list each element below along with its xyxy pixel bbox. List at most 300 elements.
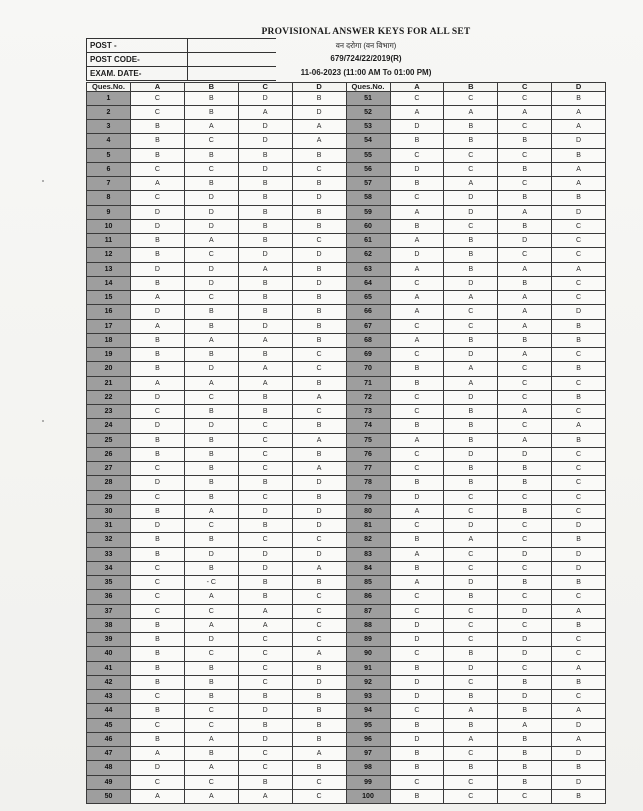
answer-cell: A [498,718,552,732]
answer-cell: B [552,576,606,590]
question-number-cell: 15 [87,291,131,305]
question-number-cell: 63 [346,262,390,276]
answer-cell: A [184,761,238,775]
table-row [87,547,606,561]
answer-cell: A [390,291,444,305]
answer-cell: C [390,390,444,404]
answer-cell: A [552,419,606,433]
answer-cell: C [444,504,498,518]
table-row [87,789,606,803]
answer-cell: B [292,447,346,461]
table-row [87,120,606,134]
answer-cell: C [238,447,292,461]
question-number-cell: 57 [346,177,390,191]
answer-cell: B [184,490,238,504]
question-number-cell: 25 [87,433,131,447]
answer-cell: C [552,690,606,704]
question-number-cell: 2 [87,105,131,119]
question-number-cell: 29 [87,490,131,504]
answer-cell: B [498,191,552,205]
question-number-cell: 75 [346,433,390,447]
answer-cell: B [444,262,498,276]
answer-cell: C [498,91,552,105]
answer-cell: B [498,333,552,347]
answer-cell: C [131,604,185,618]
answer-cell: B [184,405,238,419]
answer-cell: C [498,390,552,404]
answer-cell: D [292,276,346,290]
answer-cell: A [292,561,346,575]
answer-cell: B [552,533,606,547]
answer-cell: B [390,219,444,233]
question-number-cell: 19 [87,348,131,362]
answer-cell: D [552,747,606,761]
answer-cell: C [498,148,552,162]
answer-cell: D [131,262,185,276]
punch-mark [42,180,44,182]
answer-cell: B [238,576,292,590]
answer-cell: A [238,105,292,119]
answer-cell: A [552,262,606,276]
question-number-cell: 28 [87,476,131,490]
table-row [87,690,606,704]
answer-cell: A [292,647,346,661]
answer-cell: B [390,533,444,547]
answer-cell: C [292,618,346,632]
answer-cell: B [184,675,238,689]
answer-cell: B [238,775,292,789]
answer-cell: A [498,433,552,447]
answer-cell: C [131,775,185,789]
question-number-cell: 44 [87,704,131,718]
answer-cell: D [131,519,185,533]
answer-cell: A [184,732,238,746]
answer-cell: A [390,547,444,561]
answer-cell: A [444,533,498,547]
answer-cell: D [498,647,552,661]
answer-cell: A [292,134,346,148]
table-row [87,775,606,789]
answer-cell: A [238,376,292,390]
answer-cell: B [498,504,552,518]
table-row [87,291,606,305]
question-number-cell: 35 [87,576,131,590]
answer-cell: C [131,490,185,504]
question-number-cell: 79 [346,490,390,504]
answer-cell: C [131,590,185,604]
table-row [87,504,606,518]
answer-cell: C [552,647,606,661]
answer-cell: B [292,319,346,333]
answer-cell: C [238,675,292,689]
answer-cell: D [498,447,552,461]
answer-cell: B [292,333,346,347]
answer-cell: C [390,91,444,105]
answer-cell: A [238,789,292,803]
answer-cell: B [238,476,292,490]
answer-cell: B [292,490,346,504]
answer-cell: B [292,219,346,233]
answer-cell: B [131,675,185,689]
question-number-cell: 51 [346,91,390,105]
question-number-cell: 36 [87,590,131,604]
answer-cell: B [238,690,292,704]
answer-cell: B [292,91,346,105]
answer-cell: B [184,319,238,333]
answer-cell: A [238,262,292,276]
answer-cell: C [444,148,498,162]
answer-cell: C [238,419,292,433]
answer-cell: C [292,789,346,803]
table-row [87,348,606,362]
answer-cell: B [444,718,498,732]
question-number-cell: 3 [87,120,131,134]
answer-cell: D [444,276,498,290]
question-number-cell: 92 [346,675,390,689]
answer-cell: B [292,305,346,319]
answer-cell: B [390,561,444,575]
answer-cell: D [444,519,498,533]
answer-cell: B [498,675,552,689]
answer-cell: B [390,747,444,761]
answer-cell: A [498,262,552,276]
answer-cell: B [131,248,185,262]
answer-cell: A [131,789,185,803]
answer-cell: D [390,690,444,704]
answer-cell: C [552,405,606,419]
answer-cell: C [444,547,498,561]
answer-cell: C [238,490,292,504]
table-row [87,91,606,105]
answer-cell: D [552,775,606,789]
answer-cell: B [292,576,346,590]
answer-cell: B [238,590,292,604]
answer-cell: D [498,547,552,561]
post-name: वन दरोगा (वन विभाग) [335,41,397,50]
answer-cell: B [184,661,238,675]
answer-cell: D [184,362,238,376]
answer-cell: B [238,177,292,191]
column-header-question-number: Ques.No. [346,83,390,92]
answer-cell: B [552,191,606,205]
table-row [87,276,606,290]
answer-cell: B [238,305,292,319]
question-number-cell: 49 [87,775,131,789]
answer-cell: A [292,462,346,476]
question-number-cell: 48 [87,761,131,775]
answer-cell: B [238,718,292,732]
answer-cell: B [444,433,498,447]
answer-cell: A [552,732,606,746]
answer-cell: A [238,604,292,618]
answer-cell: B [390,789,444,803]
answer-cell: B [390,362,444,376]
answer-cell: A [498,105,552,119]
answer-cell: D [238,561,292,575]
answer-cell: A [184,376,238,390]
answer-cell: D [131,305,185,319]
answer-cell: C [390,647,444,661]
answer-cell: D [390,675,444,689]
answer-cell: B [238,519,292,533]
table-row [87,718,606,732]
question-number-cell: 16 [87,305,131,319]
question-number-cell: 47 [87,747,131,761]
answer-cell: C [184,162,238,176]
table-row [87,433,606,447]
answer-cell: B [131,504,185,518]
answer-cell: B [444,590,498,604]
question-number-cell: 46 [87,732,131,746]
answer-cell: D [238,91,292,105]
answer-cell: C [552,633,606,647]
answer-cell: B [131,618,185,632]
answer-cell: C [552,490,606,504]
question-number-cell: 12 [87,248,131,262]
column-header-option: A [131,83,185,92]
answer-cell: B [390,419,444,433]
answer-cell: B [552,390,606,404]
answer-cell: D [552,561,606,575]
answer-cell: A [498,291,552,305]
answer-cell: A [184,504,238,518]
answer-cell: D [292,547,346,561]
answer-cell: A [390,576,444,590]
meta-labels [86,38,188,81]
answer-cell: C [444,747,498,761]
answer-cell: C [292,405,346,419]
column-header-question-number: Ques.No. [87,83,131,92]
answer-cell: C [131,191,185,205]
answer-cell: B [390,718,444,732]
question-number-cell: 38 [87,618,131,632]
answer-cell: A [184,789,238,803]
answer-cell: C [498,533,552,547]
answer-cell: B [552,91,606,105]
answer-cell: C [292,604,346,618]
answer-cell: C [444,91,498,105]
answer-cell: D [184,276,238,290]
column-header-option: C [238,83,292,92]
answer-cell: C [498,120,552,134]
answer-cell: D [552,305,606,319]
answer-cell: C [390,775,444,789]
answer-cell: B [498,134,552,148]
answer-cell: B [184,91,238,105]
answer-cell: C [498,419,552,433]
answer-cell: B [292,376,346,390]
question-number-cell: 97 [346,747,390,761]
answer-cell: C [390,604,444,618]
answer-cell: B [131,134,185,148]
answer-cell: C [390,348,444,362]
answer-cell: C [238,747,292,761]
question-number-cell: 74 [346,419,390,433]
answer-cell: D [238,504,292,518]
table-row [87,162,606,176]
answer-cell: B [292,291,346,305]
answer-cell: A [390,105,444,119]
question-number-cell: 70 [346,362,390,376]
answer-cell: B [184,462,238,476]
answer-cell: B [184,177,238,191]
question-number-cell: 90 [346,647,390,661]
answer-cell: B [444,120,498,134]
answer-cell: D [184,191,238,205]
answer-cell: B [552,362,606,376]
question-number-cell: 43 [87,690,131,704]
question-number-cell: 69 [346,348,390,362]
answer-cell: C [292,162,346,176]
question-number-cell: 45 [87,718,131,732]
answer-cell: A [238,618,292,632]
answer-cell: D [444,191,498,205]
question-number-cell: 30 [87,504,131,518]
table-row [87,305,606,319]
table-row [87,333,606,347]
answer-cell: C [444,305,498,319]
answer-cell: C [444,618,498,632]
answer-cell: B [184,747,238,761]
answer-cell: D [184,547,238,561]
question-number-cell: 61 [346,234,390,248]
table-row [87,604,606,618]
question-number-cell: 14 [87,276,131,290]
answer-cell: C [498,519,552,533]
answer-cell: C [552,462,606,476]
answer-cell: D [184,419,238,433]
answer-cell: C [390,462,444,476]
table-header-row [87,83,606,92]
question-number-cell: 83 [346,547,390,561]
answer-cell: C [498,362,552,376]
answer-cell: A [238,362,292,376]
answer-cell: C [444,561,498,575]
answer-cell: D [444,661,498,675]
answer-cell: B [184,690,238,704]
question-number-cell: 98 [346,761,390,775]
table-row [87,319,606,333]
table-row [87,533,606,547]
table-row [87,576,606,590]
answer-cell: C [184,604,238,618]
question-number-cell: 8 [87,191,131,205]
question-number-cell: 85 [346,576,390,590]
table-row [87,519,606,533]
answer-cell: C [390,148,444,162]
answer-cell: B [131,732,185,746]
answer-cell: C [552,476,606,490]
question-number-cell: 66 [346,305,390,319]
answer-cell: B [498,462,552,476]
question-number-cell: 68 [346,333,390,347]
answer-cell: A [131,376,185,390]
answer-cell: B [498,775,552,789]
answer-cell: C [184,390,238,404]
question-number-cell: 99 [346,775,390,789]
answer-cell: B [498,747,552,761]
answer-cell: C [238,647,292,661]
answer-cell: B [390,376,444,390]
table-row [87,376,606,390]
answer-cell: C [184,519,238,533]
answer-cell: B [292,148,346,162]
column-header-option: D [292,83,346,92]
answer-cell: B [444,248,498,262]
answer-cell: B [238,205,292,219]
answer-cell: A [184,590,238,604]
answer-cell: A [552,661,606,675]
question-number-cell: 41 [87,661,131,675]
table-row [87,248,606,262]
question-number-cell: 71 [346,376,390,390]
answer-cell: B [131,234,185,248]
answer-cell: C [390,519,444,533]
question-number-cell: 67 [346,319,390,333]
answer-cell: C [292,234,346,248]
answer-cell: C [498,248,552,262]
answer-cell: C [184,291,238,305]
answer-cell: B [292,718,346,732]
question-number-cell: 32 [87,533,131,547]
answer-cell: D [292,105,346,119]
exam-date-label: EXAM. DATE- [87,67,187,81]
table-row [87,177,606,191]
answer-cell: D [552,134,606,148]
question-number-cell: 86 [346,590,390,604]
answer-cell: D [238,248,292,262]
table-body [87,91,606,804]
answer-cell: B [444,234,498,248]
answer-cell: D [238,547,292,561]
answer-cell: A [184,618,238,632]
question-number-cell: 34 [87,561,131,575]
answer-cell: B [552,148,606,162]
answer-cell: B [552,761,606,775]
answer-cell: D [238,120,292,134]
table-row [87,647,606,661]
answer-cell: B [238,219,292,233]
answer-cell: A [390,433,444,447]
answer-cell: C [238,633,292,647]
answer-cell: C [184,718,238,732]
answer-cell: B [444,419,498,433]
answer-cell: C [131,561,185,575]
table-row [87,476,606,490]
answer-cell: C [292,633,346,647]
question-number-cell: 24 [87,419,131,433]
column-header-option: A [390,83,444,92]
answer-cell: A [552,120,606,134]
answer-cell: A [131,177,185,191]
answer-cell: B [498,704,552,718]
answer-cell: D [444,390,498,404]
question-number-cell: 13 [87,262,131,276]
question-number-cell: 33 [87,547,131,561]
answer-cell: B [498,162,552,176]
answer-cell: C [552,219,606,233]
answer-cell: A [552,177,606,191]
answer-cell: D [444,205,498,219]
answer-cell: B [390,476,444,490]
answer-cell: B [184,433,238,447]
answer-cell: B [390,761,444,775]
question-number-cell: 60 [346,219,390,233]
answer-cell: B [292,205,346,219]
answer-cell: B [498,276,552,290]
answer-cell: B [552,618,606,632]
answer-cell: B [390,177,444,191]
